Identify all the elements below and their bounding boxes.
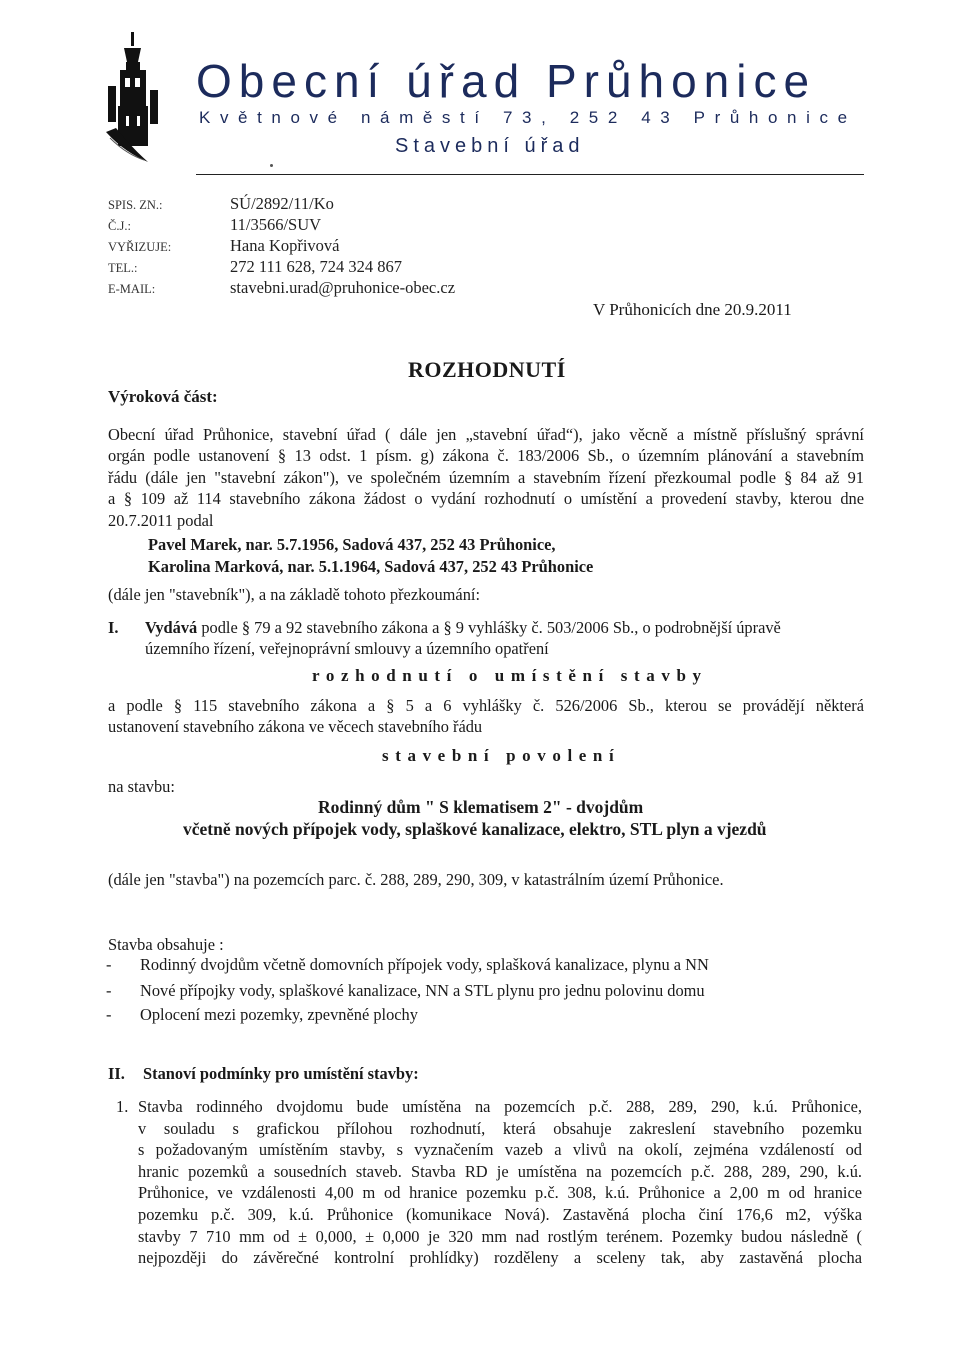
email-label: E-MAIL: xyxy=(108,282,156,296)
parcels-sentence: (dále jen "stavba") na pozemcích parc. č. 288, 289, 290, 309, v katastrálním území Průhonice. xyxy=(108,870,724,889)
condition-line: pozemku p.č. 309, k.ú. Průhonice (komunikace Nová). Zastavěná plocha činí 176,6 m2, výška xyxy=(138,1204,862,1224)
tel-value: 272 111 628, 724 324 867 xyxy=(230,257,403,276)
part-one-line xyxy=(145,617,864,638)
part-one-verb: Vydává xyxy=(145,618,198,637)
office-address: Květnové náměstí 73, 252 43 Průhonice xyxy=(199,108,857,127)
list-item: Nové přípojky vody, splaškové kanalizace, NN a STL plynu pro jednu polovinu domu xyxy=(140,981,705,1000)
vyrizuje-value: Hana Kopřivová xyxy=(230,236,340,255)
page-title: ROZHODNUTÍ xyxy=(408,357,566,382)
condition-line: nejpozději do závěrečné kontrolní prohlídky) rozděleny a sceleny tak, aby zastavěná plocha xyxy=(138,1248,862,1268)
intro-line: 20.7.2011 podal xyxy=(108,510,214,530)
part-number: I. xyxy=(108,618,119,637)
tel-label: TEL.: xyxy=(108,261,138,275)
condition-line: Stavba rodinného dvojdomu bude umístěna na pozemcích p.č. 288, 289, 290, k.ú. Průhonice, xyxy=(138,1097,862,1116)
law-line: a podle § 115 stavebního zákona a § 5 a 6 vyhlášky č. 526/2006 Sb., kterou se provádějí některá xyxy=(108,696,864,715)
condition-line: hranic pozemků a sousedních staveb. Stavba RD je umístěna na pozemcích p.č. 288, 289, 290, k.ú. xyxy=(138,1161,862,1181)
email-value: stavebni.urad@pruhonice-obec.cz xyxy=(230,278,456,297)
review-sentence: (dále jen "stavebník"), a na základě tohoto přezkoumání: xyxy=(108,585,481,604)
cj-label: Č.J.: xyxy=(108,219,131,233)
tower-emblem-icon xyxy=(104,32,164,164)
building-title: Rodinný dům " S klematisem 2" - dvojdům xyxy=(318,797,644,817)
condition-paragraph xyxy=(138,1096,862,1269)
spis-value: SÚ/2892/11/Ko xyxy=(230,194,334,213)
part-one-line: územního řízení, veřejnoprávní smlouvy a územního opatření xyxy=(145,639,549,658)
condition-line: s požadovaným umístěním stavby, s vyznačením vazeb a vlivů na okolí, zejména vzdáleností od xyxy=(138,1140,862,1160)
bullet-dash: - xyxy=(106,1005,112,1024)
bullet-dash: - xyxy=(106,981,112,1000)
building-subtitle: včetně nových přípojek vody, splaškové kanalizace, elektro, STL plyn a vjezdů xyxy=(183,819,767,839)
law-paragraph xyxy=(108,695,864,738)
list-item: Oplocení mezi pozemky, zpevněné plochy xyxy=(140,1005,418,1024)
law-line: ustanovení stavebního zákona ve věcech stavebního řádu xyxy=(108,717,483,737)
speck-mark xyxy=(270,164,273,167)
list-item: Rodinný dvojdům včetně domovních přípojek vody, splašková kanalizace, plynu a NN xyxy=(140,955,709,974)
place-date: V Průhonicích dne 20.9.2011 xyxy=(593,300,792,319)
building-label: na stavbu: xyxy=(108,777,175,796)
decision-heading: stavební povolení xyxy=(382,746,621,765)
condition-number: 1. xyxy=(116,1097,129,1116)
contains-label: Stavba obsahuje : xyxy=(108,935,224,954)
office-name: Obecní úřad Průhonice xyxy=(196,55,817,107)
spis-label: SPIS. ZN.: xyxy=(108,198,163,212)
applicant-line: Pavel Marek, nar. 5.7.1956, Sadová 437, 252 43 Průhonice, xyxy=(148,535,556,554)
part-two-title: Stanoví podmínky pro umístění stavby: xyxy=(143,1064,419,1083)
condition-line: stavby 7 710 mm od ± 0,000, ± 0,000 je 320 mm nad rostlým terénem. Pozemky budou následně ( xyxy=(138,1226,862,1246)
office-department: Stavební úřad xyxy=(395,135,585,157)
part-number: II. xyxy=(108,1064,125,1083)
part-one-text: podle § 79 a 92 stavebního zákona a § 9 vyhlášky č. 503/2006 Sb., o podrobnější úpravě xyxy=(201,618,781,637)
vyrizuje-label: VYŘIZUJE: xyxy=(108,240,172,254)
intro-line: Obecní úřad Průhonice, stavební úřad ( dále jen „stavební úřad“), jako věcně a místně příslušný správní xyxy=(108,425,864,444)
header-divider xyxy=(196,174,864,175)
section-label: Výroková část: xyxy=(108,387,218,406)
condition-line: Průhonice, ve vzdálenosti 4,00 m od hranice pozemku p.č. 308, k.ú. Průhonice a 2,00 m od hranice xyxy=(138,1183,862,1203)
intro-line: řádu (dále jen "stavební zákon"), ve společném územním a stavebním řízení přezkoumal podle § 84 až 91 xyxy=(108,467,864,487)
intro-paragraph xyxy=(108,424,864,531)
intro-line: orgán podle ustanovení § 13 odst. 1 písm. g) zákona č. 183/2006 Sb., o územním plánování a stavebním xyxy=(108,446,864,466)
condition-line: v souladu s grafickou přílohou rozhodnutí, která obsahuje zakreslení stavebního pozemku xyxy=(138,1118,862,1138)
cj-value: 11/3566/SUV xyxy=(230,215,322,234)
applicant-line: Karolina Marková, nar. 5.1.1964, Sadová 437, 252 43 Průhonice xyxy=(148,557,594,576)
bullet-dash: - xyxy=(106,955,112,974)
intro-line: a § 109 až 114 stavebního zákona žádost o vydání rozhodnutí o umístění a provedení stavby, kterou dne xyxy=(108,489,864,509)
decision-heading: rozhodnutí o umístění stavby xyxy=(312,666,708,685)
